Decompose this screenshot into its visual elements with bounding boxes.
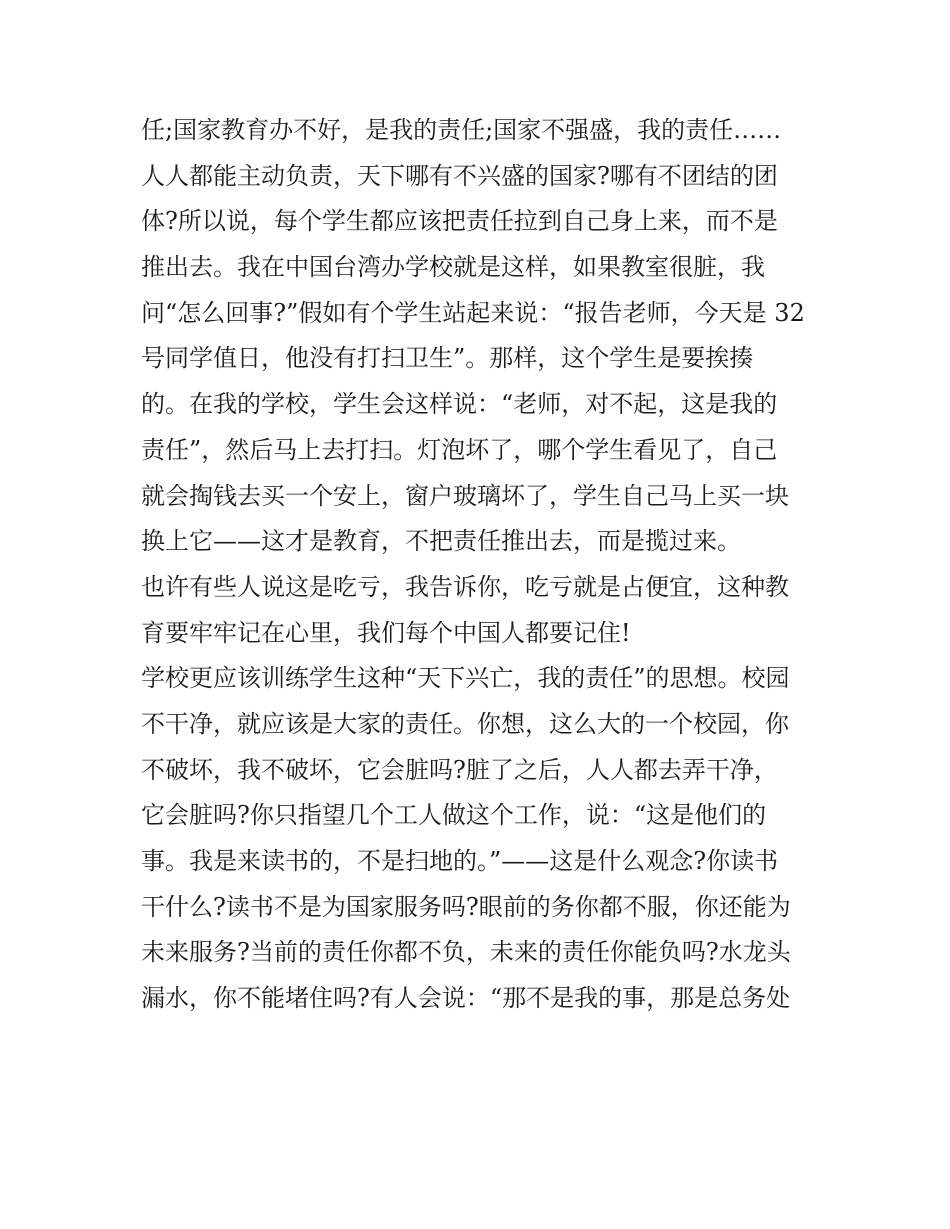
text-line-20: 漏水，你不能堵住吗?有人会说：“那不是我的事，那是总务处 [141, 984, 791, 1013]
text-line-8: 责任”，然后马上去打扫。灯泡坏了，哪个学生看见了，自己 [141, 435, 778, 464]
text-line-11: 也许有些人说这是吃亏，我告诉你，吃亏就是占便宜，这种教 [141, 572, 789, 601]
text-line-1: 任;国家教育办不好，是我的责任;国家不强盛，我的责任…… [141, 116, 782, 144]
text-line-6: 号同学值日，他没有打扫卫生”。那样，这个学生是要挨揍 [141, 344, 754, 373]
text-line-4: 推出去。我在中国台湾办学校就是这样，如果教室很脏，我 [141, 253, 765, 282]
text-line-14: 不干净，就应该是大家的责任。你想，这么大的一个校园，你 [141, 709, 789, 738]
text-line-12: 育要牢牢记在心里，我们每个中国人都要记住! [141, 618, 631, 647]
text-line-13: 学校更应该训练学生这种“天下兴亡，我的责任”的思想。校园 [141, 664, 790, 693]
text-line-15: 不破坏，我不破坏，它会脏吗?脏了之后，人人都去弄干净， [141, 755, 778, 784]
text-line-16: 它会脏吗?你只指望几个工人做这个工作，说：“这是他们的 [141, 801, 767, 830]
text-line-7: 的。在我的学校，学生会这样说：“老师，对不起，这是我的 [141, 390, 778, 419]
text-line-10: 换上它——这才是教育，不把责任推出去，而是揽过来。 [141, 527, 741, 556]
text-line-9: 就会掏钱去买一个安上，窗户玻璃坏了，学生自己马上买一块 [141, 481, 789, 510]
text-line-18: 干什么?读书不是为国家服务吗?眼前的务你都不服，你还能为 [141, 892, 791, 921]
text-line-17: 事。我是来读书的，不是扫地的。”——这是什么观念?你读书 [141, 847, 779, 875]
text-line-19: 未来服务?当前的责任你都不负，未来的责任你能负吗?水龙头 [141, 938, 791, 967]
text-line-5: 问“怎么回事?”假如有个学生站起来说：“报告老师，今天是 32 [141, 298, 805, 327]
text-line-2: 人人都能主动负责，天下哪有不兴盛的国家?哪有不团结的团 [141, 161, 778, 190]
text-line-3: 体?所以说，每个学生都应该把责任拉到自己身上来，而不是 [141, 207, 778, 236]
body-text [141, 108, 821, 1022]
